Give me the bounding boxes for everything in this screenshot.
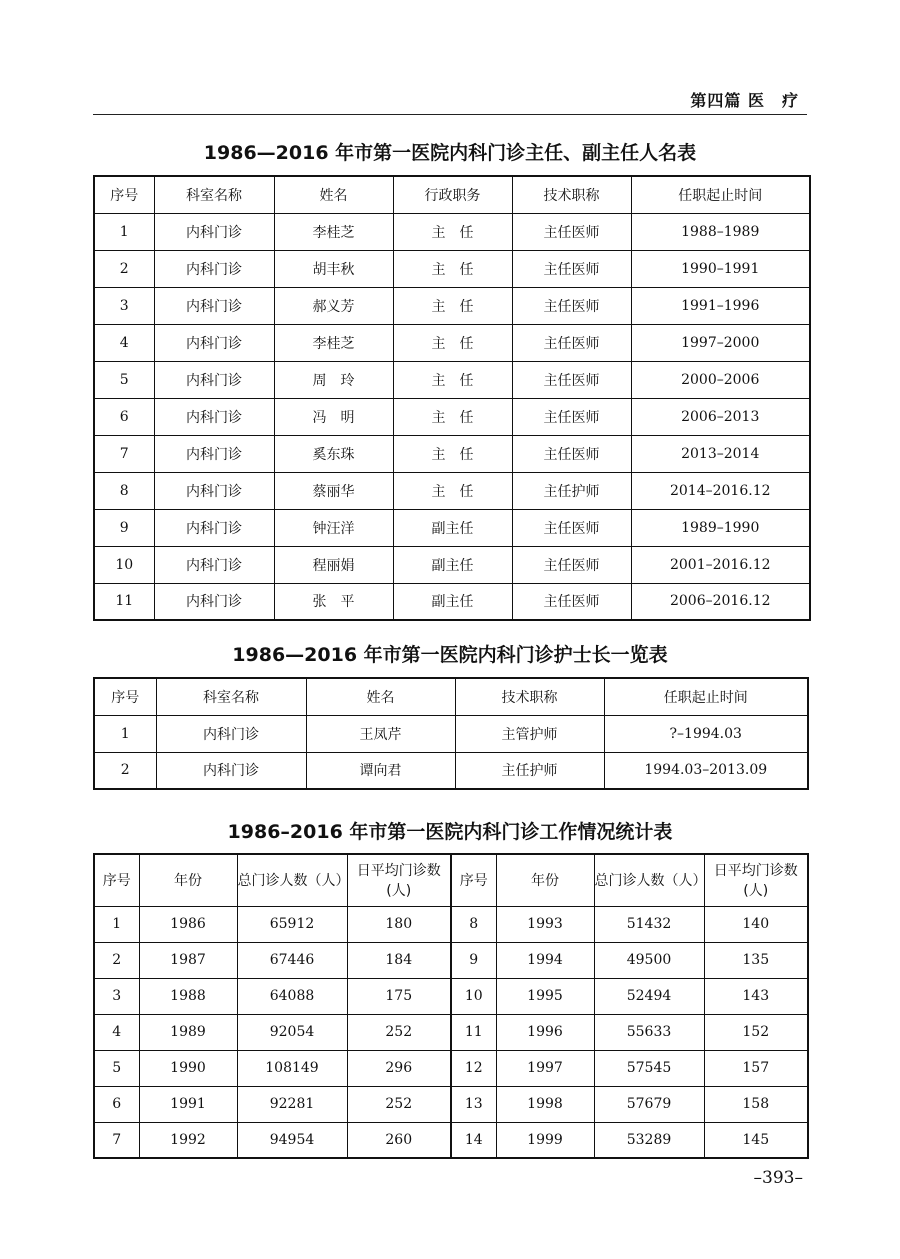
table-cell: 1988 xyxy=(139,978,237,1014)
table-cell: 内科门诊 xyxy=(156,752,306,789)
table-cell: 7 xyxy=(94,435,154,472)
table-cell: 主任护师 xyxy=(455,752,604,789)
section-title: 第四篇 医 疗 xyxy=(690,91,799,110)
table-row xyxy=(94,287,810,324)
column-header: 任职起止时间 xyxy=(631,176,810,213)
table-cell: 175 xyxy=(347,978,451,1014)
table-cell: 55633 xyxy=(594,1014,704,1050)
table-cell: 2006–2013 xyxy=(631,398,810,435)
table-cell: 12 xyxy=(451,1050,496,1086)
table-cell: 内科门诊 xyxy=(154,435,274,472)
table-cell: 主任医师 xyxy=(512,546,631,583)
table-cell: 1997 xyxy=(496,1050,594,1086)
header-row xyxy=(94,854,808,906)
table-cell: 64088 xyxy=(237,978,347,1014)
table-row xyxy=(94,1014,808,1050)
table-cell: 6 xyxy=(94,1086,139,1122)
column-header: 序号 xyxy=(94,678,156,715)
table-cell: 王凤芹 xyxy=(306,715,455,752)
table-cell: 内科门诊 xyxy=(154,250,274,287)
table-cell: 4 xyxy=(94,1014,139,1050)
table-row xyxy=(94,1122,808,1158)
column-header: 技术职称 xyxy=(455,678,604,715)
table-row xyxy=(94,752,808,789)
table-cell: 内科门诊 xyxy=(154,398,274,435)
table-cell: 内科门诊 xyxy=(154,472,274,509)
table-cell: 主管护师 xyxy=(455,715,604,752)
column-header: 年份 xyxy=(496,854,594,906)
table-cell: 10 xyxy=(451,978,496,1014)
table-cell: 1999 xyxy=(496,1122,594,1158)
table-cell: 2014–2016.12 xyxy=(631,472,810,509)
head-nurse-table xyxy=(93,677,809,790)
table-cell: 1989 xyxy=(139,1014,237,1050)
table-cell: 143 xyxy=(704,978,808,1014)
table-cell: 张 平 xyxy=(274,583,393,620)
table-row xyxy=(94,942,808,978)
table-cell: 7 xyxy=(94,1122,139,1158)
table-cell: 6 xyxy=(94,398,154,435)
table-cell: 52494 xyxy=(594,978,704,1014)
running-header xyxy=(93,84,807,115)
table-cell: 1996 xyxy=(496,1014,594,1050)
table-cell: 5 xyxy=(94,361,154,398)
table-cell: 主任医师 xyxy=(512,213,631,250)
table-cell: 57679 xyxy=(594,1086,704,1122)
table-cell: 主 任 xyxy=(393,213,512,250)
table-cell: 1997–2000 xyxy=(631,324,810,361)
table-cell: 13 xyxy=(451,1086,496,1122)
table-cell: 1988–1989 xyxy=(631,213,810,250)
table-row xyxy=(94,1050,808,1086)
table-row xyxy=(94,435,810,472)
table-cell: 郝义芳 xyxy=(274,287,393,324)
table-cell: 主任医师 xyxy=(512,287,631,324)
table-cell: 主任医师 xyxy=(512,509,631,546)
table-cell: 主 任 xyxy=(393,472,512,509)
table-row xyxy=(94,472,810,509)
table-cell: 1992 xyxy=(139,1122,237,1158)
table-cell: 2000–2006 xyxy=(631,361,810,398)
table-cell: 2 xyxy=(94,250,154,287)
table-cell: 奚东珠 xyxy=(274,435,393,472)
table-cell: 周 玲 xyxy=(274,361,393,398)
table-cell: 1986 xyxy=(139,906,237,942)
table-cell: 5 xyxy=(94,1050,139,1086)
table-cell: 51432 xyxy=(594,906,704,942)
table-cell: 主 任 xyxy=(393,361,512,398)
table-cell: 1 xyxy=(94,213,154,250)
table-cell: 4 xyxy=(94,324,154,361)
table-row xyxy=(94,1086,808,1122)
table-cell: 1990–1991 xyxy=(631,250,810,287)
table-cell: 157 xyxy=(704,1050,808,1086)
table-cell: 1993 xyxy=(496,906,594,942)
table-cell: 1991–1996 xyxy=(631,287,810,324)
table-cell: 3 xyxy=(94,978,139,1014)
table-cell: 94954 xyxy=(237,1122,347,1158)
table-cell: 8 xyxy=(451,906,496,942)
table-cell: 李桂芝 xyxy=(274,213,393,250)
column-header: 序号 xyxy=(94,176,154,213)
statistics-table xyxy=(93,853,809,1159)
table-cell: 1989–1990 xyxy=(631,509,810,546)
table-cell: 内科门诊 xyxy=(154,287,274,324)
directors-table xyxy=(93,175,811,621)
table-cell: 内科门诊 xyxy=(154,324,274,361)
table-cell: 副主任 xyxy=(393,509,512,546)
table-cell: 2001–2016.12 xyxy=(631,546,810,583)
table-cell: 谭向君 xyxy=(306,752,455,789)
table-cell: 2 xyxy=(94,752,156,789)
table-cell: 内科门诊 xyxy=(154,583,274,620)
table-cell: 135 xyxy=(704,942,808,978)
table-cell: 145 xyxy=(704,1122,808,1158)
table-cell: 92281 xyxy=(237,1086,347,1122)
table-cell: 10 xyxy=(94,546,154,583)
table-row xyxy=(94,509,810,546)
page-number: –393– xyxy=(753,1168,803,1188)
table-cell: 49500 xyxy=(594,942,704,978)
table-cell: 260 xyxy=(347,1122,451,1158)
table-cell: 8 xyxy=(94,472,154,509)
table-cell: 180 xyxy=(347,906,451,942)
column-header: 日平均门诊数(人) xyxy=(347,854,451,906)
table-cell: 3 xyxy=(94,287,154,324)
table-cell: 内科门诊 xyxy=(156,715,306,752)
table-cell: 67446 xyxy=(237,942,347,978)
table-cell: 1995 xyxy=(496,978,594,1014)
table-cell: 92054 xyxy=(237,1014,347,1050)
table-row xyxy=(94,583,810,620)
column-header: 技术职称 xyxy=(512,176,631,213)
table-cell: 主任护师 xyxy=(512,472,631,509)
column-header: 任职起止时间 xyxy=(604,678,808,715)
column-header: 行政职务 xyxy=(393,176,512,213)
table-cell: 1994 xyxy=(496,942,594,978)
table-cell: 9 xyxy=(451,942,496,978)
table-cell: 内科门诊 xyxy=(154,213,274,250)
table-cell: 252 xyxy=(347,1014,451,1050)
column-header: 年份 xyxy=(139,854,237,906)
table-cell: 9 xyxy=(94,509,154,546)
table-cell: 1 xyxy=(94,906,139,942)
table1-title: 1986—2016 年市第一医院内科门诊主任、副主任人名表 xyxy=(203,142,697,164)
table-cell: 主任医师 xyxy=(512,398,631,435)
table-row xyxy=(94,715,808,752)
table-row xyxy=(94,213,810,250)
table-cell: 蔡丽华 xyxy=(274,472,393,509)
table-cell: 152 xyxy=(704,1014,808,1050)
table-row xyxy=(94,546,810,583)
table-cell: 主任医师 xyxy=(512,435,631,472)
column-header: 科室名称 xyxy=(154,176,274,213)
table-row xyxy=(94,324,810,361)
table-row xyxy=(94,250,810,287)
table-cell: 1994.03–2013.09 xyxy=(604,752,808,789)
table-cell: 158 xyxy=(704,1086,808,1122)
column-header: 姓名 xyxy=(274,176,393,213)
table-cell: 108149 xyxy=(237,1050,347,1086)
table-cell: 主 任 xyxy=(393,250,512,287)
table-cell: 副主任 xyxy=(393,583,512,620)
table-cell: 内科门诊 xyxy=(154,546,274,583)
table-cell: 2013–2014 xyxy=(631,435,810,472)
table-row xyxy=(94,398,810,435)
table-cell: 252 xyxy=(347,1086,451,1122)
table3-title: 1986–2016 年市第一医院内科门诊工作情况统计表 xyxy=(227,821,673,843)
table-cell: 11 xyxy=(94,583,154,620)
table-cell: 钟汪洋 xyxy=(274,509,393,546)
table-cell: 主 任 xyxy=(393,324,512,361)
table-cell: ?–1994.03 xyxy=(604,715,808,752)
table-row xyxy=(94,906,808,942)
table-cell: 主任医师 xyxy=(512,250,631,287)
table-cell: 程丽娟 xyxy=(274,546,393,583)
table-cell: 57545 xyxy=(594,1050,704,1086)
table-cell: 1991 xyxy=(139,1086,237,1122)
table-cell: 2 xyxy=(94,942,139,978)
table-cell: 296 xyxy=(347,1050,451,1086)
table-cell: 冯 明 xyxy=(274,398,393,435)
table-cell: 14 xyxy=(451,1122,496,1158)
table-row xyxy=(94,361,810,398)
table-cell: 1 xyxy=(94,715,156,752)
table-cell: 主任医师 xyxy=(512,324,631,361)
column-header: 序号 xyxy=(451,854,496,906)
table-cell: 184 xyxy=(347,942,451,978)
column-header: 日平均门诊数(人) xyxy=(704,854,808,906)
table-cell: 主 任 xyxy=(393,398,512,435)
table-cell: 主任医师 xyxy=(512,361,631,398)
table-cell: 140 xyxy=(704,906,808,942)
table-cell: 65912 xyxy=(237,906,347,942)
column-header: 总门诊人数（人） xyxy=(594,854,704,906)
column-header: 总门诊人数（人） xyxy=(237,854,347,906)
table-cell: 内科门诊 xyxy=(154,509,274,546)
table-cell: 主 任 xyxy=(393,287,512,324)
table-cell: 主 任 xyxy=(393,435,512,472)
table-cell: 主任医师 xyxy=(512,583,631,620)
table-cell: 1998 xyxy=(496,1086,594,1122)
column-header: 姓名 xyxy=(306,678,455,715)
header-row xyxy=(94,678,808,715)
header-row xyxy=(94,176,810,213)
table-cell: 2006–2016.12 xyxy=(631,583,810,620)
table2-title: 1986—2016 年市第一医院内科门诊护士长一览表 xyxy=(232,644,668,666)
table-cell: 内科门诊 xyxy=(154,361,274,398)
table-row xyxy=(94,978,808,1014)
column-header: 序号 xyxy=(94,854,139,906)
table-cell: 1990 xyxy=(139,1050,237,1086)
table-cell: 胡丰秋 xyxy=(274,250,393,287)
table-cell: 李桂芝 xyxy=(274,324,393,361)
table-cell: 53289 xyxy=(594,1122,704,1158)
column-header: 科室名称 xyxy=(156,678,306,715)
table-cell: 11 xyxy=(451,1014,496,1050)
table-cell: 副主任 xyxy=(393,546,512,583)
table-cell: 1987 xyxy=(139,942,237,978)
